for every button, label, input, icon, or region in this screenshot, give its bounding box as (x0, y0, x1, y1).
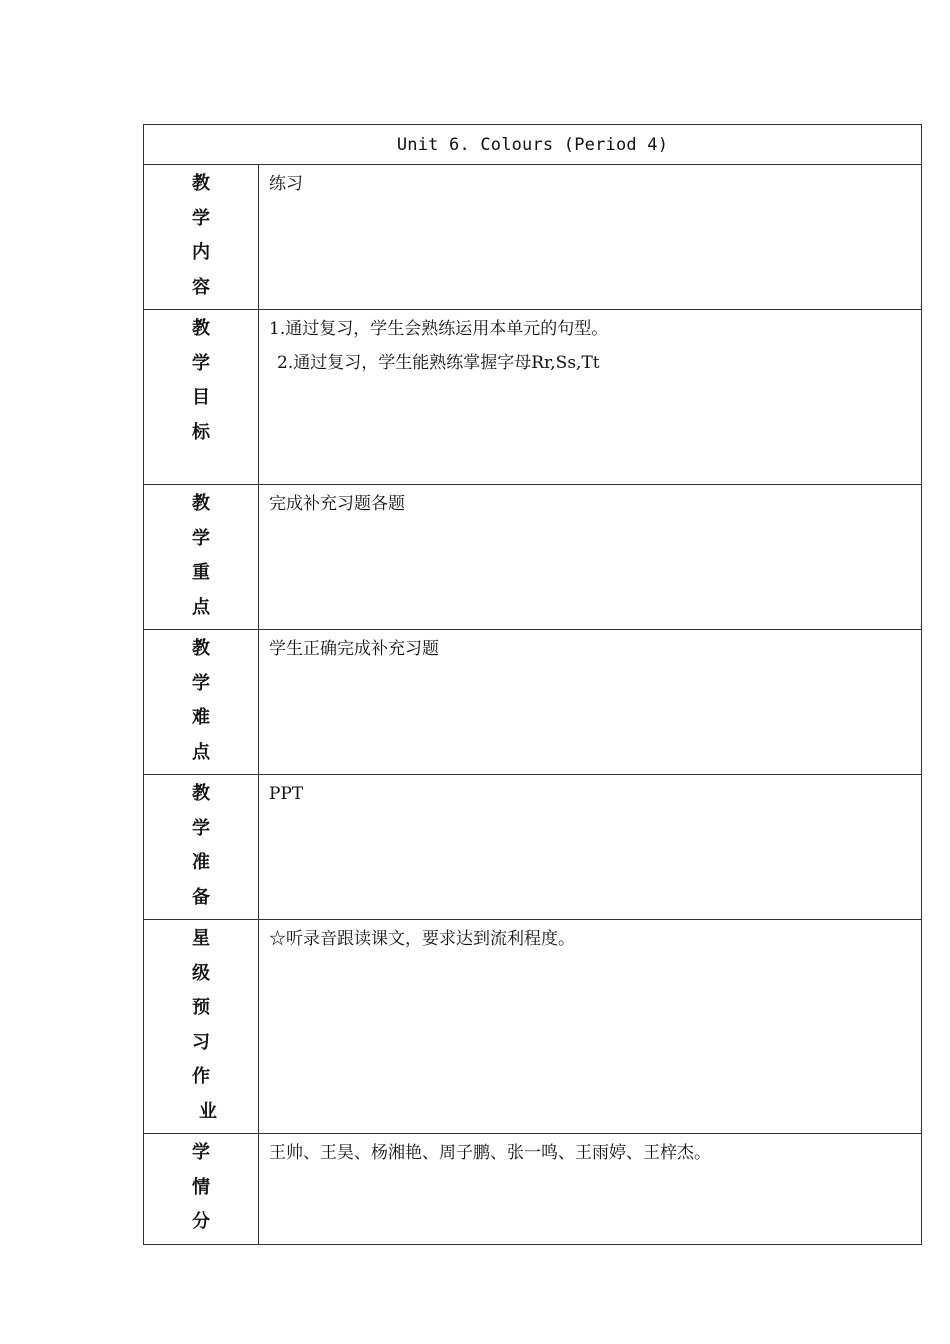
lesson-title: Unit 6. Colours (Period 4) (144, 125, 922, 165)
row-label-learning-analysis (144, 1134, 259, 1245)
table-row (144, 775, 922, 920)
row-label-teaching-content (144, 165, 259, 310)
table-row (144, 485, 922, 630)
label-char: 重 (192, 562, 210, 583)
content-line: 学生正确完成补充习题 (269, 639, 439, 659)
row-content-learning-analysis (259, 1134, 922, 1245)
table-row (144, 165, 922, 310)
label-char: 学 (192, 817, 210, 839)
label-char: 教 (192, 493, 210, 514)
content-line: 完成补充习题各题 (269, 494, 405, 514)
row-content-difficult-points (259, 630, 922, 775)
label-char: 教 (192, 318, 210, 339)
lesson-plan-table (143, 124, 922, 1245)
content-line: 2.通过复习，学生能熟练掌握字母Rr,Ss,Tt (277, 353, 600, 373)
row-content-teaching-goals (259, 310, 922, 485)
table-row (144, 1134, 922, 1245)
title-row (144, 125, 922, 165)
content-line: PPT (269, 784, 304, 804)
row-label-teaching-goals (144, 310, 259, 485)
table-row (144, 630, 922, 775)
label-char: 教 (192, 638, 210, 659)
label-char: 难 (192, 707, 210, 728)
table-row (144, 920, 922, 1134)
content-line: ☆听录音跟读课文，要求达到流利程度。 (269, 929, 575, 949)
row-label-difficult-points (144, 630, 259, 775)
label-char: 学 (192, 527, 210, 549)
label-char: 准 (192, 852, 210, 873)
label-char: 分 (192, 1211, 210, 1232)
label-char: 级 (192, 962, 210, 984)
label-char: 容 (192, 276, 210, 298)
label-char: 点 (192, 741, 210, 763)
row-label-preview-homework (144, 920, 259, 1134)
label-char: 学 (192, 1142, 210, 1163)
content-line: 王帅、王昊、杨湘艳、周子鹏、张一鸣、王雨婷、王梓杰。 (269, 1143, 711, 1163)
label-char: 星 (192, 928, 210, 949)
label-char: 习 (192, 1031, 210, 1053)
label-char: 标 (192, 421, 210, 443)
label-char: 备 (192, 886, 210, 908)
label-char: 情 (192, 1176, 210, 1198)
label-char: 教 (192, 783, 210, 804)
label-char: 学 (192, 672, 210, 694)
table-row (144, 310, 922, 485)
label-char: 作 (192, 1066, 210, 1087)
label-char: 学 (192, 207, 210, 229)
row-content-teaching-content (259, 165, 922, 310)
label-char: 内 (192, 242, 210, 263)
label-char: 教 (192, 173, 210, 194)
row-label-preparation (144, 775, 259, 920)
content-line: 练习 (269, 174, 303, 194)
row-content-preparation (259, 775, 922, 920)
label-char: 预 (192, 997, 210, 1018)
content-line: 1.通过复习，学生会熟练运用本单元的句型。 (269, 319, 609, 339)
row-label-key-points (144, 485, 259, 630)
label-char: 学 (192, 352, 210, 374)
label-char: 业 (199, 1100, 217, 1122)
label-char: 目 (192, 387, 210, 408)
label-char: 点 (192, 596, 210, 618)
row-content-preview-homework (259, 920, 922, 1134)
row-content-key-points (259, 485, 922, 630)
